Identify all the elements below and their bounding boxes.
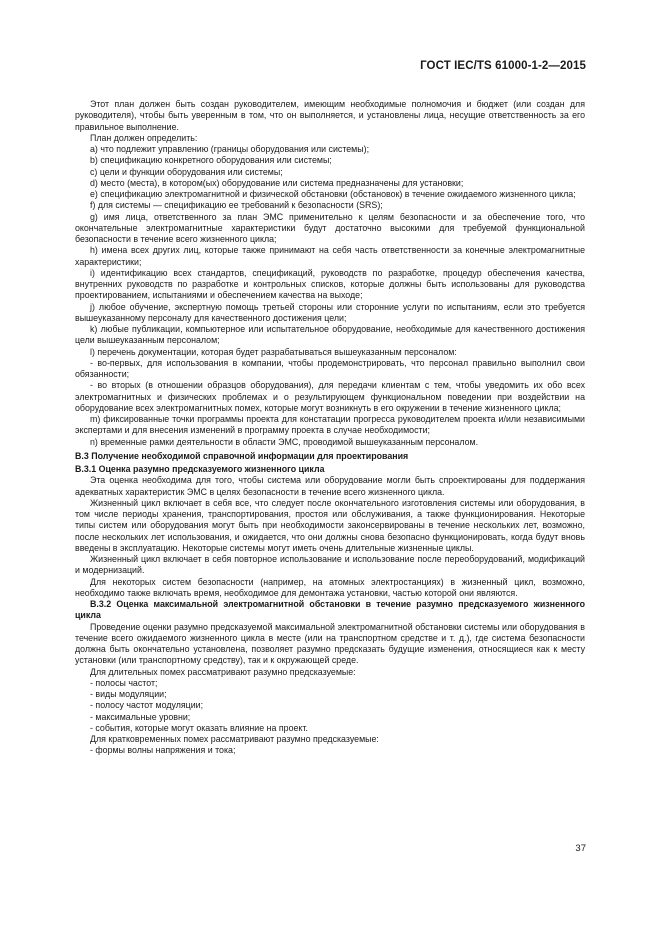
paragraph: e) спецификацию электромагнитной и физической обстановки (обстановок) в течение ожидаемого жизненного цикла; xyxy=(90,189,576,199)
document-header: ГОСТ IEC/TS 61000-1-2—2015 xyxy=(420,60,586,72)
paragraph: - формы волны напряжения и тока; xyxy=(90,745,236,756)
paragraph: d) место (места), в котором(ых) оборудование или система предназначены для установки; xyxy=(90,177,464,188)
paragraph: - во вторых (в отношении образцов оборудования), для передачи клиентам с тем, чтобы уведомить их обо всех электромагнитных и физических проблемах и о результирующем функциональном поведении при воздействии на оборудование всех электромагнитных помех, которые могут возникнуть в его окружении в течение жизненного цикла; xyxy=(75,380,585,413)
paragraph: c) цели и функции оборудования или системы; xyxy=(90,166,283,177)
paragraph: План должен определить: xyxy=(90,132,198,143)
page-number: 37 xyxy=(575,843,586,854)
paragraph: j) любое обучение, экспертную помощь третьей стороны или сторонние услуги по испытаниям, если это требуется вышеуказанному персоналу для качественного достижения цели; xyxy=(75,301,585,323)
document-body xyxy=(75,99,585,757)
paragraph: - виды модуляции; xyxy=(90,689,167,699)
paragraph: a) что подлежит управлению (границы оборудования или системы); xyxy=(90,144,370,154)
paragraph: g) имя лица, ответственного за план ЭМС применительно к целям безопасности и за обеспечение того, что окончательные электромагнитные характеристики будут достаточно высокими для требуемой функциональной безопасности в течение всего жизненного цикла; xyxy=(75,211,585,244)
paragraph: h) имена всех других лиц, которые также принимают на себя часть ответственности за конечные электромагнитные характеристики; xyxy=(75,245,585,267)
paragraph: - полосу частот модуляции; xyxy=(90,700,204,711)
paragraph: - полосы частот; xyxy=(90,677,158,688)
paragraph: b) спецификацию конкретного оборудования или системы; xyxy=(90,155,332,166)
paragraph: Для длительных помех рассматривают разумно предсказуемые: xyxy=(90,666,356,677)
paragraph: n) временные рамки деятельности в области ЭМС, проводимой вышеуказанным персоналом. xyxy=(90,436,479,447)
section-heading: B.3 Получение необходимой справочной информации для проектирования xyxy=(75,450,409,461)
paragraph: Проведение оценки разумно предсказуемой максимальной электромагнитной обстановки системы или оборудования в течение всего ожидаемого жизненного цикла в месте (или на транспортном средстве и т. д.), где система безопасности должна быть окончательно установлена, позволяет разумно предсказать будущие изменения, относящиеся как к месту установки (или транспортному средству), так и к окружающей среде. xyxy=(75,621,585,666)
paragraph: Этот план должен быть создан руководителем, имеющим необходимые полномочия и бюджет (или создан для руководителя), чтобы быть уверенным в том, что он выполняется, и установлены лица, несущие ответственность за его правильное выполнение. xyxy=(75,99,585,132)
paragraph: m) фиксированные точки программы проекта для констатации прогресса руководителем проекта и/или независимыми экспертами и для внесения изменений в программу проекта в случае необходимости; xyxy=(75,414,585,436)
paragraph: Для некоторых систем безопасности (например, на атомных электростанциях) в жизненный цикл, возможно, необходимо также включать время, необходимое для демонтажа установки, частью которой они являются. xyxy=(75,576,585,598)
paragraph: Для кратковременных помех рассматривают разумно предсказуемые: xyxy=(90,734,379,744)
paragraph: - во-первых, для использования в компании, чтобы продемонстрировать, что персонал правильно выполнил свои обязанности; xyxy=(75,357,585,379)
paragraph: l) перечень документации, которая будет разрабатываться вышеуказанным персоналом: xyxy=(90,346,457,357)
paragraph: Жизненный цикл включает в себя все, что следует после окончательного изготовления системы или оборудования, в том числе периоды хранения, транспортирования, простоя или обслуживания, а также функционирования. Некоторые типы систем или оборудования могут быть при необходимости законсервированы в течение нескольких лет, возможно, после нескольких лет использования, и ожидается, что они должны снова безопасно функционировать, когда будут вновь введены в эксплуатацию. Некоторые системы могут иметь очень длительные жизненные циклы. xyxy=(75,497,585,553)
section-heading: B.3.1 Оценка разумно предсказуемого жизненного цикла xyxy=(75,464,325,474)
paragraph: - максимальные уровни; xyxy=(90,711,191,722)
paragraph: - события, которые могут оказать влияние на проект. xyxy=(90,722,308,733)
paragraph: i) идентификацию всех стандартов, спецификаций, руководств по разработке, процедур обеспечения качества, внутренних руководств по разработке и контрольных списков, которые должны быть использованы для руководства проектированием, испытаниями и обеспечением качества на выходе; xyxy=(75,267,585,301)
paragraph: Эта оценка необходима для того, чтобы система или оборудование могли быть спроектированы для поддержания адекватных характеристик ЭМС в целях безопасности в течение всего жизненного цикла. xyxy=(75,475,585,497)
section-heading: B.3.2 Оценка максимальной электромагнитной обстановки в течение разумно предсказуемого жизненного цикла xyxy=(75,599,585,621)
paragraph: Жизненный цикл включает в себя повторное использование и использование после переоборудований, модификаций и модернизаций. xyxy=(75,554,585,576)
paragraph: k) любые публикации, компьютерное или испытательное оборудование, необходимые для качественного достижения цели вышеуказанным персоналом; xyxy=(75,324,585,346)
paragraph: f) для системы — спецификацию ее требований к безопасности (SRS); xyxy=(90,200,383,211)
